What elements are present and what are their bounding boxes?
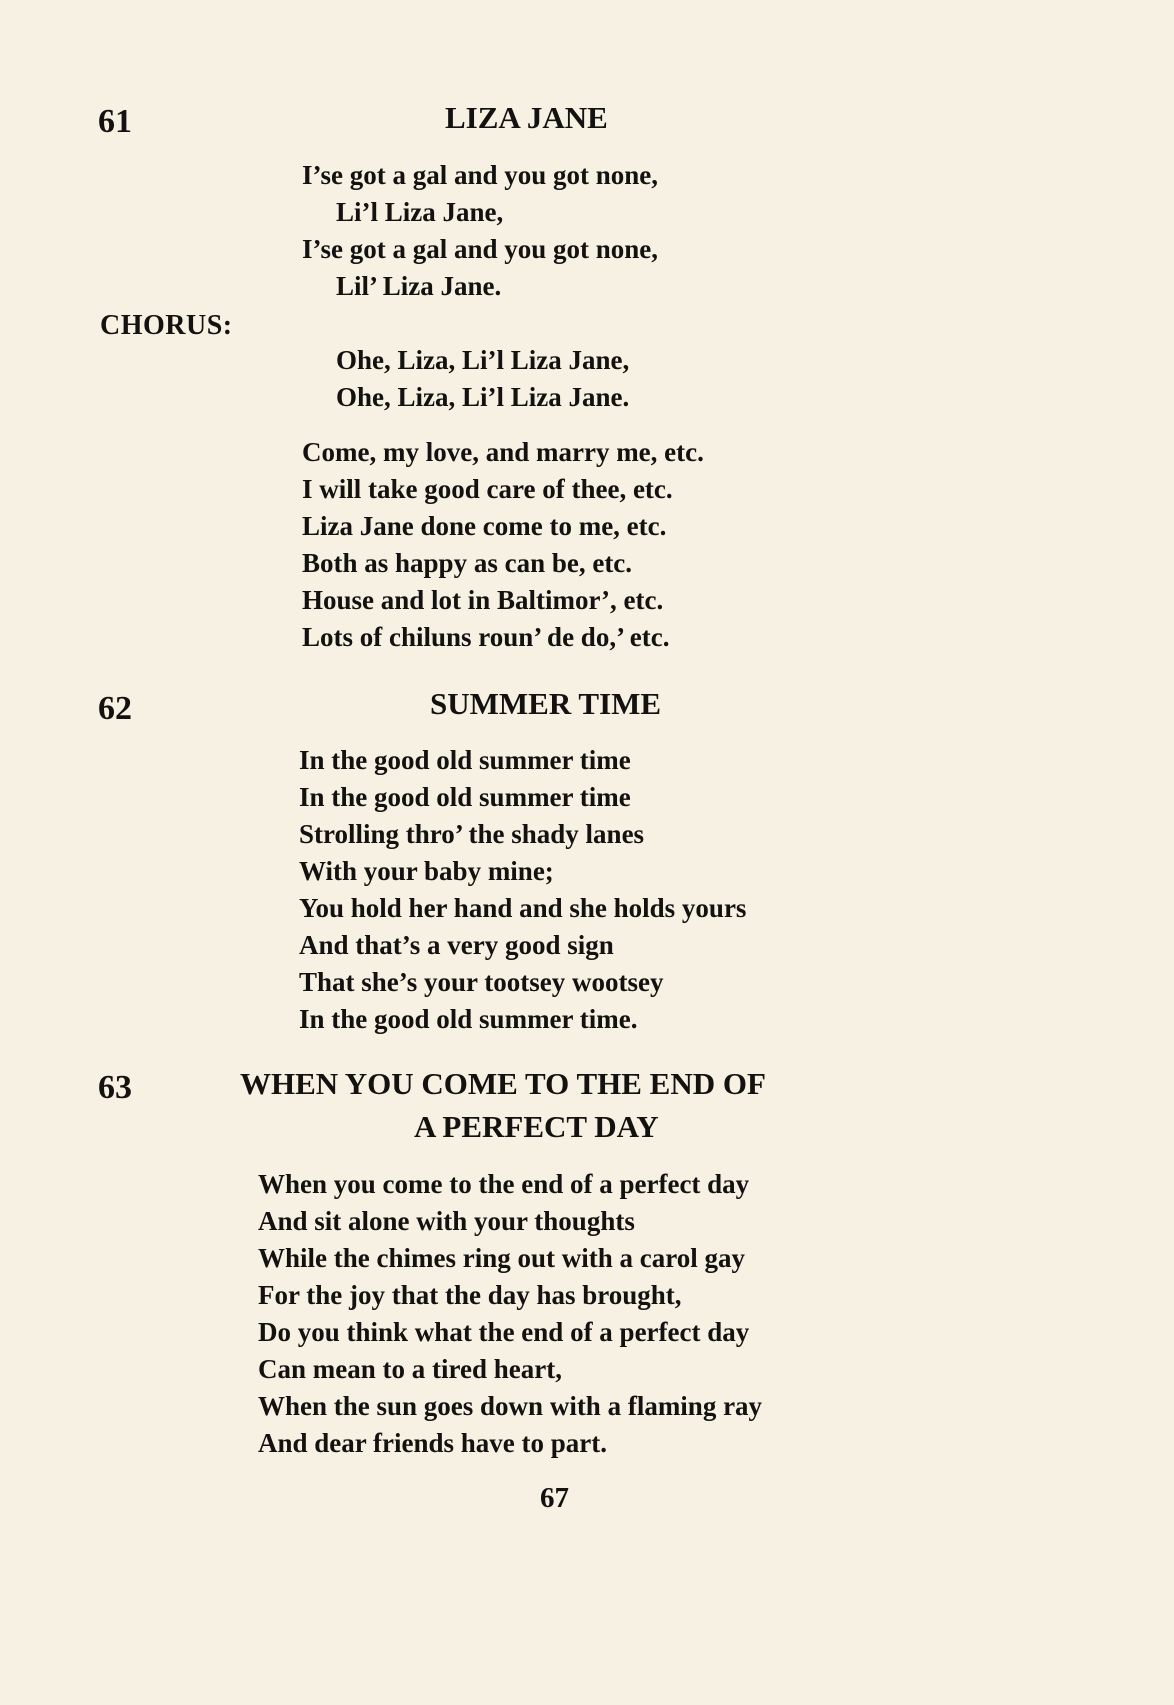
lyric-line: That she’s your tootsey wootsey — [299, 967, 664, 997]
lyric-line: Lots of chiluns roun’ de do,’ etc. — [302, 622, 670, 652]
lyric-line: I’se got a gal and you got none, — [302, 234, 659, 264]
lyric-line: With your baby mine; — [299, 856, 554, 886]
song-title: SUMMER TIME — [430, 686, 662, 721]
lyric-line: When the sun goes down with a flaming ray — [258, 1391, 763, 1421]
lyric-line: I’se got a gal and you got none, — [302, 160, 659, 190]
lyric-line: Li’l Liza Jane, — [336, 197, 504, 227]
song-title-continued: A PERFECT DAY — [414, 1109, 659, 1144]
lyric-line: In the good old summer time — [299, 745, 631, 775]
lyric-line: Ohe, Liza, Li’l Liza Jane. — [336, 382, 630, 412]
chorus-label: CHORUS: — [100, 310, 233, 341]
lyric-line: You hold her hand and she holds yours — [299, 893, 747, 923]
lyric-line: Do you think what the end of a perfect day — [258, 1317, 750, 1347]
lyric-line: Ohe, Liza, Li’l Liza Jane, — [336, 345, 630, 375]
song-chorus — [302, 342, 629, 416]
song-title: LIZA JANE — [445, 100, 608, 135]
song-title: WHEN YOU COME TO THE END OF — [240, 1066, 766, 1101]
lyric-line: I will take good care of thee, etc. — [302, 474, 673, 504]
lyric-line: And dear friends have to part. — [258, 1428, 608, 1458]
lyric-line: While the chimes ring out with a carol gay — [258, 1243, 745, 1273]
song-number: 62 — [98, 690, 132, 727]
song-verse — [302, 157, 658, 305]
lyric-line: House and lot in Baltimor’, etc. — [302, 585, 664, 615]
lyric-line: Come, my love, and marry me, etc. — [302, 437, 704, 467]
page-number: 67 — [540, 1482, 569, 1514]
lyric-line: In the good old summer time — [299, 782, 631, 812]
lyric-line: And sit alone with your thoughts — [258, 1206, 635, 1236]
song-verse — [299, 742, 746, 1038]
lyric-line: Liza Jane done come to me, etc. — [302, 511, 667, 541]
lyric-line: In the good old summer time. — [299, 1004, 638, 1034]
lyric-line: Can mean to a tired heart, — [258, 1354, 562, 1384]
lyric-line: For the joy that the day has brought, — [258, 1280, 682, 1310]
lyric-line: Both as happy as can be, etc. — [302, 548, 633, 578]
song-number: 63 — [98, 1069, 132, 1106]
lyric-line: When you come to the end of a perfect day — [258, 1169, 750, 1199]
song-verse — [302, 434, 704, 656]
lyric-line: Lil’ Liza Jane. — [336, 271, 502, 301]
song-verse — [258, 1166, 762, 1462]
song-number: 61 — [98, 103, 132, 140]
lyric-line: And that’s a very good sign — [299, 930, 614, 960]
lyric-line: Strolling thro’ the shady lanes — [299, 819, 645, 849]
